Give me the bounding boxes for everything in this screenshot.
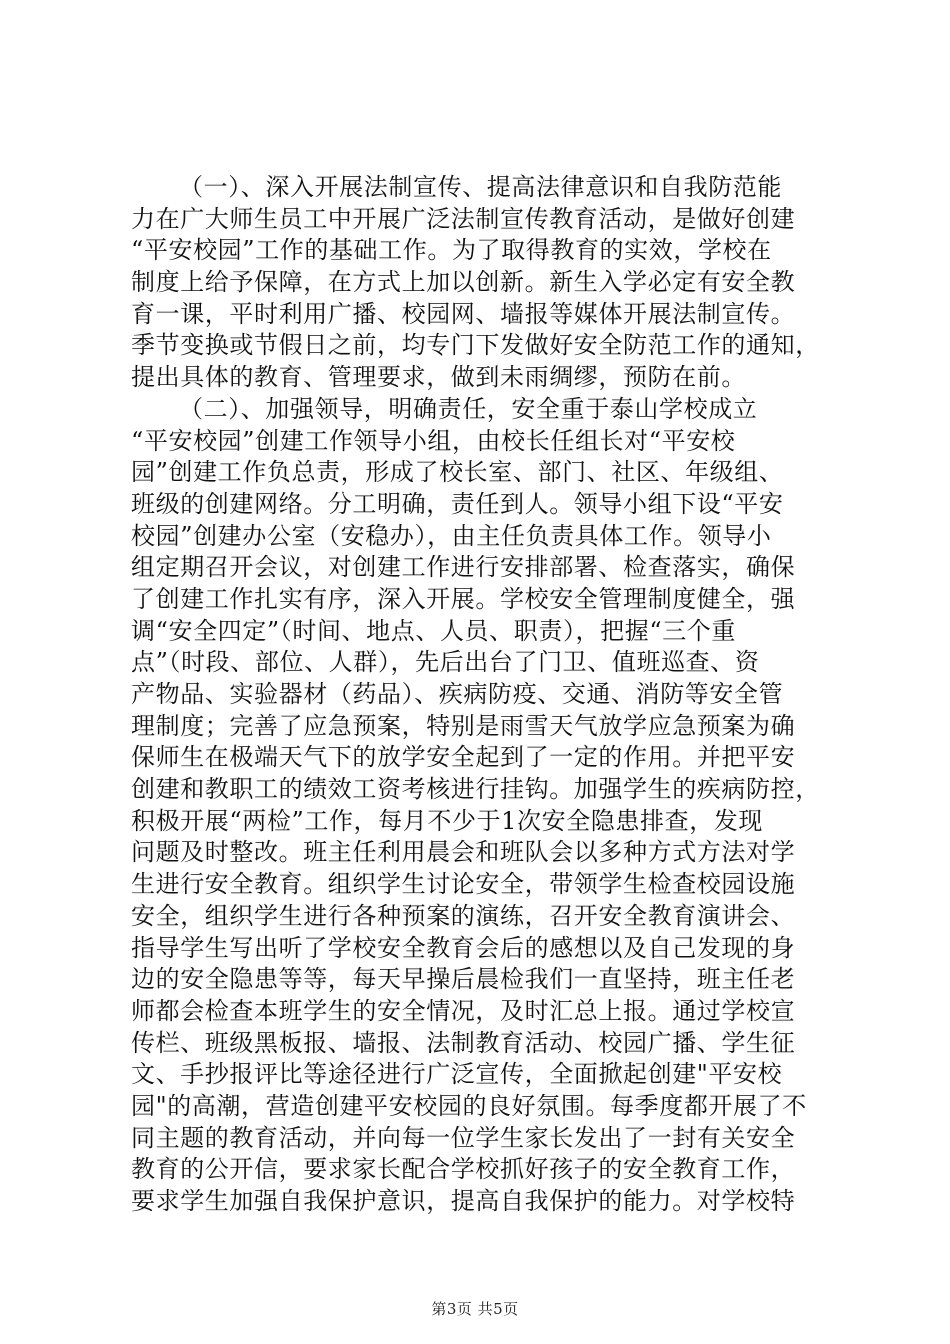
paragraph-2-line: 生进行安全教育。组织学生讨论安全，带领学生检查校园设施 [131,870,796,899]
paragraph-2-line: 边的安全隐患等等，每天早操后晨检我们一直坚持，班主任老 [131,965,796,994]
paragraph-2-line: 安全，组织学生进行各种预案的演练，召开安全教育演讲会、 [131,901,796,930]
paragraph-1-line: 制度上给予保障，在方式上加以创新。新生入学必定有安全教 [131,268,796,297]
paragraph-1-line: 力在广大师生员工中开展广泛法制宣传教育活动，是做好创建 [131,204,796,233]
paragraph-2-line: 积极开展“两检”工作，每月不少于1次安全隐患排查，发现 [131,806,764,835]
paragraph-1-line: （一）、深入开展法制宣传、提高法律意识和自我防范能 [179,173,782,201]
paragraph-2-line: “平安校园”创建工作领导小组，由校长任组长对“平安校 [131,426,736,455]
paragraph-1-line: 提出具体的教育、管理要求，做到未雨绸缪，预防在前。 [131,363,746,392]
paragraph-2-line: 调“安全四定”（时间、地点、人员、职责），把握“三个重 [131,616,737,645]
paragraph-2-line: 组定期召开会议，对创建工作进行安排部署、检查落实，确保 [131,553,796,582]
paragraph-2-line: 问题及时整改。班主任利用晨会和班队会以多种方式方法对学 [131,838,796,867]
paragraph-2-line: 要求学生加强自我保护意识，提高自我保护的能力。对学校特 [131,1187,796,1215]
paragraph-1-line: 季节变换或节假日之前，均专门下发做好安全防范工作的通知， [131,331,820,360]
paragraph-1-line: “平安校园”工作的基础工作。为了取得教育的实效，学校在 [131,236,772,265]
paragraph-2-line: 文、手抄报评比等途径进行广泛宣传，全面掀起创建"平安校 [131,1060,783,1089]
paragraph-2-line: 保师生在极端天气下的放学安全起到了一定的作用。并把平安 [131,743,796,772]
paragraph-2-line: 教育的公开信，要求家长配合学校抓好孩子的安全教育工作， [131,1155,796,1184]
paragraph-2-line: 校园”创建办公室（安稳办），由主任负责具体工作。领导小 [131,521,772,550]
paragraph-2-line: 师都会检查本班学生的安全情况，及时汇总上报。通过学校宣 [131,996,796,1025]
paragraph-2-line: 指导学生写出听了学校安全教育会后的感想以及自己发现的身 [131,933,796,962]
paragraph-2-line: 理制度；完善了应急预案，特别是雨雪天气放学应急预案为确 [131,711,796,740]
paragraph-2-line: 园”创建工作负总责，形成了校长室、部门、社区、年级组、 [131,458,784,487]
paragraph-2-line: 同主题的教育活动，并向每一位学生家长发出了一封有关安全 [131,1123,796,1152]
paragraph-2-line: 了创建工作扎实有序，深入开展。学校安全管理制度健全，强 [131,584,796,613]
body-text [131,172,843,1218]
paragraph-2-line: 班级的创建网络。分工明确，责任到人。领导小组下设“平安 [131,489,784,518]
page-footer: 第3页 共5页 [431,1300,519,1318]
paragraph-2-line: （二）、加强领导，明确责任，安全重于泰山学校成立 [179,394,758,423]
paragraph-2-line: 点”（时段、部位、人群），先后出台了门卫、值班巡查、资 [131,648,760,677]
paragraph-2-line: 创建和教职工的绩效工资考核进行挂钩。加强学生的疾病防控， [131,775,820,804]
paragraph-1-line: 育一课，平时利用广播、校园网、墙报等媒体开展法制宣传。 [131,299,796,328]
paragraph-2-line: 园"的高潮，营造创建平安校园的良好氛围。每季度都开展了不 [131,1091,807,1120]
paragraph-2-line: 产物品、实验器材（药品）、疾病防疫、交通、消防等安全管 [131,680,784,708]
paragraph-2-line: 传栏、班级黑板报、墙报、法制教育活动、校园广播、学生征 [131,1028,796,1057]
